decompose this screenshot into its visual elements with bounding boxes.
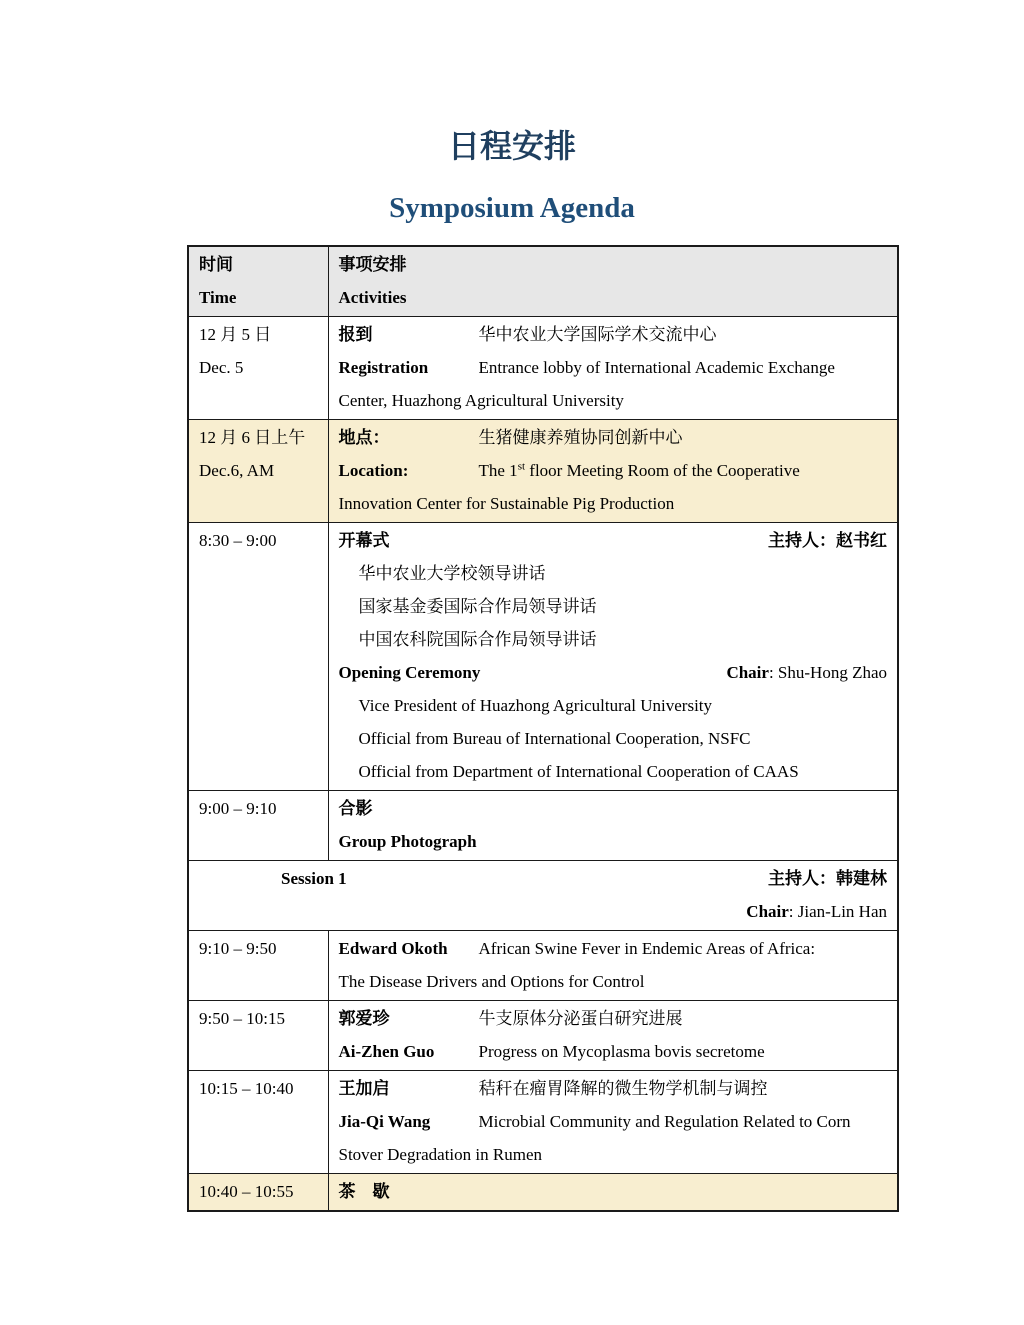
ordinal-superscript: st — [517, 460, 526, 473]
opening-zh-title: 开幕式 — [338, 531, 390, 550]
talk-title-cont: The Disease Drivers and Options for Control — [338, 972, 645, 991]
talk-title: African Swine Fever in Endemic Areas of Africa: — [478, 939, 816, 958]
opening-en-title: Opening Ceremony — [338, 663, 481, 682]
talk-title-zh: 秸秆在瘤胃降解的微生物学机制与调控 — [478, 1079, 768, 1098]
time-cell — [188, 317, 328, 420]
activity-en-line — [339, 351, 888, 417]
location-en-text2: floor Meeting Room of the Cooperative — [525, 461, 800, 480]
row-group-photo — [188, 791, 898, 861]
time-range: 8:30 – 9:00 — [199, 531, 277, 550]
location-zh-label: 地点： — [338, 428, 390, 447]
time-en: Dec. 5 — [199, 358, 244, 377]
activity-en-label: Registration — [338, 358, 429, 377]
talk-title-zh: 牛支原体分泌蛋白研究进展 — [478, 1009, 683, 1028]
time-cell — [188, 1001, 328, 1071]
talk-en-line — [339, 1105, 888, 1171]
session-en-chair — [199, 895, 887, 928]
opening-en-item: Official from Bureau of International Cooperation, NSFC — [358, 729, 751, 748]
row-registration — [188, 317, 898, 420]
activity-cell — [328, 1174, 898, 1212]
chair-name: : Jian-Lin Han — [788, 902, 887, 921]
header-activities-zh: 事项安排 — [338, 255, 407, 274]
photo-en: Group Photograph — [338, 832, 477, 851]
time-cell — [188, 523, 328, 791]
row-opening-ceremony — [188, 523, 898, 791]
opening-en-chair — [726, 656, 887, 689]
chair-label: Chair — [726, 663, 769, 682]
talk-line — [339, 932, 888, 998]
opening-en-item: Official from Department of International Cooperation of CAAS — [358, 762, 799, 781]
opening-zh-line — [339, 524, 888, 557]
opening-zh-item: 国家基金委国际合作局领导讲话 — [358, 597, 597, 616]
time-cell — [188, 420, 328, 523]
talk-zh-line — [339, 1002, 888, 1035]
activity-en-text-cont: Center, Huazhong Agricultural University — [338, 391, 624, 410]
location-en-line — [339, 454, 888, 520]
location-zh-text: 生猪健康养殖协同创新中心 — [478, 428, 683, 447]
header-time-en: Time — [199, 288, 237, 307]
opening-en-line — [339, 656, 888, 689]
location-en-text: The 1 — [478, 461, 518, 480]
row-guo-talk — [188, 1001, 898, 1071]
time-range: 10:15 – 10:40 — [199, 1079, 294, 1098]
talk-title-en: Progress on Mycoplasma bovis secretome — [478, 1042, 765, 1061]
location-zh-line — [339, 421, 888, 454]
session-zh-chair: 主持人：韩建林 — [768, 869, 887, 888]
header-time-zh: 时间 — [199, 255, 233, 274]
speaker-name: Edward Okoth — [338, 939, 448, 958]
photo-zh: 合影 — [338, 799, 373, 818]
time-cell — [188, 1174, 328, 1212]
activity-zh-text: 华中农业大学国际学术交流中心 — [478, 325, 717, 344]
chair-label: Chair — [746, 902, 789, 921]
time-range: 9:00 – 9:10 — [199, 799, 277, 818]
speaker-name-zh: 郭爱珍 — [338, 1009, 390, 1028]
row-session1 — [188, 861, 898, 931]
session-title: Session 1 — [281, 869, 347, 888]
header-time-cell — [188, 246, 328, 317]
chair-name: : Shu-Hong Zhao — [768, 663, 887, 682]
row-wang-talk — [188, 1071, 898, 1174]
row-okoth-talk — [188, 931, 898, 1001]
activity-cell — [328, 791, 898, 861]
speaker-name-zh: 王加启 — [338, 1079, 390, 1098]
header-activities-en: Activities — [338, 288, 407, 307]
time-range: 9:10 – 9:50 — [199, 939, 277, 958]
table-header-row — [188, 246, 898, 317]
time-cell — [188, 791, 328, 861]
header-activities-cell — [328, 246, 898, 317]
talk-en-line — [339, 1035, 888, 1068]
tea-break-label: 茶 歇 — [338, 1182, 390, 1201]
session-cell — [188, 861, 898, 931]
activity-en-text: Entrance lobby of International Academic Exchange — [478, 358, 835, 377]
activity-cell — [328, 317, 898, 420]
opening-zh-chair: 主持人：赵书红 — [768, 531, 887, 550]
speaker-name-en: Jia-Qi Wang — [338, 1112, 431, 1131]
time-range: 10:40 – 10:55 — [199, 1182, 294, 1201]
opening-zh-item: 华中农业大学校领导讲话 — [358, 564, 546, 583]
activity-zh-label: 报到 — [338, 325, 373, 344]
activity-cell — [328, 1001, 898, 1071]
page-title-en: Symposium Agenda — [389, 192, 635, 224]
speaker-name-en: Ai-Zhen Guo — [338, 1042, 435, 1061]
session-line — [199, 862, 887, 895]
activity-cell — [328, 1071, 898, 1174]
time-zh: 12 月 6 日上午 — [199, 428, 306, 447]
talk-title-en-cont: Stover Degradation in Rumen — [338, 1145, 542, 1164]
page-title-zh: 日程安排 — [447, 127, 576, 165]
opening-en-item: Vice President of Huazhong Agricultural University — [358, 696, 713, 715]
location-en-label: Location: — [338, 461, 409, 480]
activity-cell — [328, 420, 898, 523]
location-en-text-cont: Innovation Center for Sustainable Pig Production — [338, 494, 675, 513]
agenda-table — [187, 245, 899, 1212]
time-en: Dec.6, AM — [199, 461, 275, 480]
time-cell — [188, 931, 328, 1001]
talk-title-en: Microbial Community and Regulation Related to Corn — [478, 1112, 851, 1131]
time-range: 9:50 – 10:15 — [199, 1009, 285, 1028]
activity-cell — [328, 523, 898, 791]
row-tea-break — [188, 1174, 898, 1212]
time-zh: 12 月 5 日 — [199, 325, 272, 344]
activity-zh-line — [339, 318, 888, 351]
row-location — [188, 420, 898, 523]
opening-zh-item: 中国农科院国际合作局领导讲话 — [358, 630, 597, 649]
activity-cell — [328, 931, 898, 1001]
talk-zh-line — [339, 1072, 888, 1105]
time-cell — [188, 1071, 328, 1174]
